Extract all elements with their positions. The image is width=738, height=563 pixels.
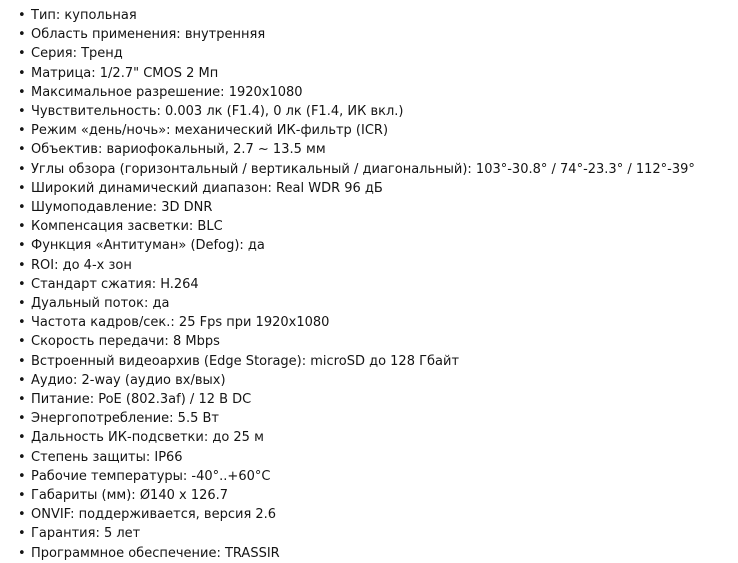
bullet-icon: • [18, 507, 26, 523]
spec-text: Дуальный поток: да [31, 296, 170, 312]
list-item [0, 179, 738, 198]
spec-text: Шумоподавление: 3D DNR [31, 200, 213, 216]
spec-text: Энергопотребление: 5.5 Вт [31, 411, 219, 427]
list-item [0, 102, 738, 121]
bullet-icon: • [18, 488, 26, 504]
bullet-icon: • [18, 161, 26, 177]
list-item [0, 428, 738, 447]
list-item [0, 524, 738, 543]
spec-text: Степень защиты: IP66 [31, 449, 183, 465]
spec-text: Аудио: 2-way (аудио вх/вых) [31, 372, 226, 388]
list-item [0, 121, 738, 140]
bullet-icon: • [18, 315, 26, 331]
spec-text: Объектив: вариофокальный, 2.7 ~ 13.5 мм [31, 142, 326, 158]
list-item [0, 198, 738, 217]
bullet-icon: • [18, 219, 26, 235]
spec-text: Гарантия: 5 лет [31, 526, 141, 542]
bullet-icon: • [18, 180, 26, 196]
spec-text: Дальность ИК-подсветки: до 25 м [31, 430, 264, 446]
bullet-icon: • [18, 142, 26, 158]
bullet-icon: • [18, 123, 26, 139]
bullet-icon: • [18, 449, 26, 465]
bullet-icon: • [18, 84, 26, 100]
spec-text: Частота кадров/сек.: 25 Fps при 1920x1080 [31, 315, 330, 331]
list-item [0, 409, 738, 428]
spec-text: Тип: купольная [31, 8, 137, 23]
list-item [0, 486, 738, 505]
list-item [0, 371, 738, 390]
spec-text: ROI: до 4-х зон [31, 257, 132, 273]
spec-text: Серия: Тренд [31, 46, 123, 62]
list-item [0, 275, 738, 294]
spec-text: Встроенный видеоархив (Edge Storage): microSD до 128 Гбайт [31, 353, 460, 369]
list-item [0, 294, 738, 313]
list-item [0, 236, 738, 255]
list-item [0, 160, 738, 179]
list-item [0, 44, 738, 63]
spec-text: Чувствительность: 0.003 лк (F1.4), 0 лк (F1.4, ИК вкл.) [31, 104, 404, 120]
spec-text: Углы обзора (горизонтальный / вертикальный / диагональный): 103°-30.8° / 74°-23.3° / 112°-39° [31, 161, 695, 177]
spec-text: Скорость передачи: 8 Mbps [31, 334, 220, 350]
list-item [0, 64, 738, 83]
bullet-icon: • [18, 392, 26, 408]
spec-text: Питание: PoE (802.3af) / 12 В DC [31, 392, 252, 408]
bullet-icon: • [18, 8, 26, 23]
bullet-icon: • [18, 353, 26, 369]
list-item [0, 256, 738, 275]
list-item [0, 83, 738, 102]
list-item [0, 6, 738, 25]
spec-text: ONVIF: поддерживается, версия 2.6 [31, 507, 277, 523]
bullet-icon: • [18, 468, 26, 484]
list-item [0, 467, 738, 486]
list-item [0, 25, 738, 44]
bullet-icon: • [18, 65, 26, 81]
bullet-icon: • [18, 430, 26, 446]
spec-text: Компенсация засветки: BLC [31, 219, 223, 235]
spec-text: Стандарт сжатия: H.264 [31, 276, 199, 292]
bullet-icon: • [18, 46, 26, 62]
bullet-icon: • [18, 276, 26, 292]
bullet-icon: • [18, 27, 26, 43]
bullet-icon: • [18, 296, 26, 312]
spec-text: Габариты (мм): Ø140 x 126.7 [31, 488, 229, 504]
spec-text: Широкий динамический диапазон: Real WDR 96 дБ [31, 180, 383, 196]
spec-text: Программное обеспечение: TRASSIR [31, 545, 280, 561]
bullet-icon: • [18, 545, 26, 561]
bullet-icon: • [18, 257, 26, 273]
spec-text: Функция «Антитуман» (Defog): да [31, 238, 265, 254]
list-item [0, 217, 738, 236]
list-item [0, 352, 738, 371]
bullet-icon: • [18, 411, 26, 427]
bullet-icon: • [18, 526, 26, 542]
bullet-icon: • [18, 238, 26, 254]
spec-text: Рабочие температуры: -40°..+60°C [31, 468, 271, 484]
list-item [0, 313, 738, 332]
list-item [0, 544, 738, 563]
list-item [0, 390, 738, 409]
bullet-icon: • [18, 200, 26, 216]
bullet-icon: • [18, 104, 26, 120]
list-item [0, 140, 738, 159]
bullet-icon: • [18, 372, 26, 388]
specification-list [0, 6, 738, 563]
spec-text: Режим «день/ночь»: механический ИК-фильтр (ICR) [31, 123, 389, 139]
list-item [0, 448, 738, 467]
bullet-icon: • [18, 334, 26, 350]
list-item [0, 332, 738, 351]
spec-text: Максимальное разрешение: 1920x1080 [31, 84, 303, 100]
spec-text: Матрица: 1/2.7" CMOS 2 Мп [31, 65, 219, 81]
list-item [0, 505, 738, 524]
spec-text: Область применения: внутренняя [31, 27, 266, 43]
